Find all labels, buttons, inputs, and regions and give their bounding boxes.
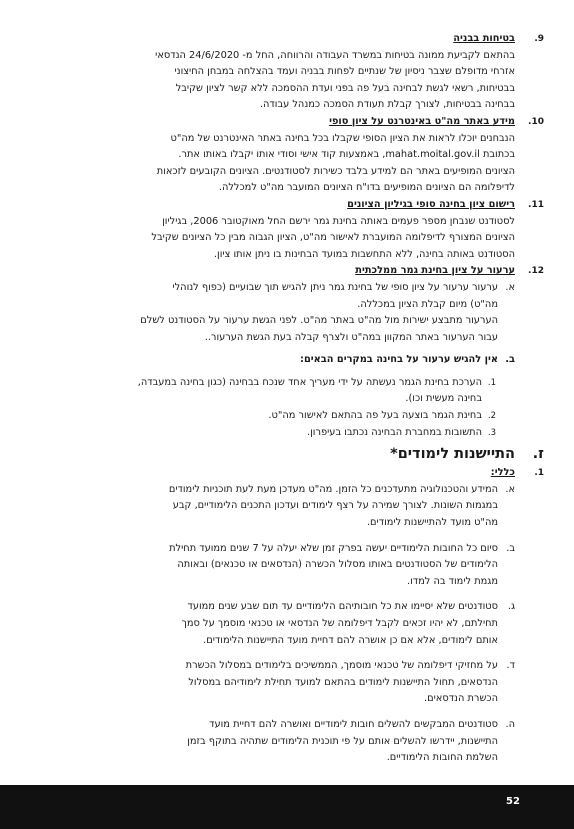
section-11 bbox=[60, 197, 544, 263]
chapter-heading bbox=[60, 443, 544, 465]
text-line: השלמת החובות הלימודיים. bbox=[386, 752, 498, 764]
section-title: בטיחות בבניה bbox=[453, 33, 515, 44]
text-line: הציונים המצורף לדיפלומה המועברת לאישור מה"ט, הציון הגבוה מבין כל הציונים שקיבל bbox=[151, 232, 515, 244]
list-item bbox=[60, 425, 530, 442]
section-10 bbox=[60, 114, 544, 197]
chapter-number: ז. bbox=[532, 446, 544, 463]
subsection-item bbox=[60, 599, 530, 649]
section-1 bbox=[60, 465, 544, 767]
section-11-heading bbox=[60, 197, 544, 214]
text-line: הנבחנים יוכלו לראות את הציון הסופי שקבלו בכל בחינה באתר האינטרנט של מה"ט bbox=[170, 132, 515, 144]
subsection-label: ב. bbox=[506, 542, 515, 554]
section-9-heading bbox=[60, 31, 544, 48]
list-item-number: 1. bbox=[487, 377, 496, 388]
list-item-number: 3. bbox=[487, 427, 496, 438]
text-line: בכתובת mahat.moital.gov.il, באמצעות קוד אישי וסודי אותו יקבלו באותו אתר. bbox=[178, 149, 515, 161]
subsection-label: א. bbox=[505, 483, 515, 495]
text-line: תחילתם, לא יהיו זכאים לקבל דיפלומה של הנדסאי או טכנאי מוסמך על סמך bbox=[181, 618, 498, 629]
page-number: 52 bbox=[506, 796, 520, 807]
section-11-body bbox=[60, 214, 530, 264]
section-title: ערעור על ציון בחינת גמר ממלכתית bbox=[355, 265, 515, 277]
text-line: במגמות השונות. לצורך שמירה על רצף לימודים ועדכון התכנים הלימודיים, קבע bbox=[172, 500, 498, 512]
section-number: 1. bbox=[534, 468, 544, 479]
text-line: הנדסאים, תחול התיישנות לימודים בהתאם למועד תחילת לימודיהם במסלול bbox=[188, 676, 498, 688]
text-line: הערכת בחינת הגמר נעשתה על ידי מעריך אחד שנכח בבחינה (כגון בחינה במעבדה, bbox=[137, 376, 482, 388]
subsection-label: ה. bbox=[505, 718, 515, 730]
text-line: בבטיחות, רשאי לגשת לבחינה בעל פה בפני ועדת ההסמכה ללא קשר לציון שקיבל bbox=[175, 82, 515, 94]
text-line: הערעור מתבצע ישירות מול מה"ט באתר מה"ט. לפני הגשת ערעור על הסטודנט לשלם bbox=[140, 315, 498, 327]
page-footer bbox=[0, 785, 574, 829]
subsection-a bbox=[60, 280, 530, 346]
text-line: המידע והטכנולוגיה מתעדכנים כל הזמן. מה"ט מעדכן מעת לעת תוכניות לימודים bbox=[168, 483, 498, 495]
text-line: אותם לימודים, אלא אם כן אושרה להם דחיית מועד התיישנות הלימודים. bbox=[203, 634, 498, 646]
text-line: מגמת לימוד בה למדו. bbox=[407, 575, 498, 587]
section-12 bbox=[60, 263, 544, 441]
text-line: הלימודים של הסטודנטים באותו מסלול הכשרה (הנדסאים או טכנאים) ובאותה bbox=[177, 559, 498, 571]
subsection-item bbox=[60, 482, 530, 532]
text-line: לדיפלומה הם הציונים המופיעים בדו"ח הציונים המועבר מה"ט למכללה. bbox=[218, 182, 515, 194]
subsection-title: אין להגיש ערעור על בחינה במקרים הבאים: bbox=[300, 354, 498, 366]
text-line: הסטודנט באותה בחינה, ללא התחשבות במועד הבחינות בו ניתן אותו ציון. bbox=[213, 248, 515, 260]
section-number: 12. bbox=[528, 266, 544, 277]
section-title: רישום ציון בחינה סופי בגיליון הציונים bbox=[347, 198, 515, 210]
subsection-item bbox=[60, 541, 530, 591]
section-number: 10. bbox=[528, 116, 544, 127]
text-line: התשובות במחברת הבחינה נכתבו בעיפרון. bbox=[307, 426, 482, 438]
subsection-label: א. bbox=[505, 281, 515, 293]
text-line: הציונים המופיעים באתר הם למידע בלבד כשירות לסטודנטים. הציונים הקובעים לזכאות bbox=[156, 165, 515, 177]
text-line: מה"ט) מיום קבלת הציון במכללה. bbox=[357, 298, 498, 310]
text-line: לסטודנט שנבחן מספר פעמים באותה בחינת גמר ירשם החל מאוקטובר 2006, בגיליון bbox=[162, 215, 515, 227]
text-line: סטודנטים שלא יסיימו את כל חובותיהם הלימודיים עד תום שבע שנים ממועד bbox=[187, 601, 498, 613]
list-item-number: 2. bbox=[487, 411, 496, 422]
text-line: התיישנות, יידרשו להשלים אותם על פי תוכנית הלימודים שתהיה בתוקף בזמן bbox=[187, 735, 498, 747]
text-line: ערעור ערעור על ציון סופי של בחינת גמר ניתן להגיש תוך שבועיים (כפוף לנוהלי bbox=[172, 281, 498, 293]
chapter-title: התיישנות לימודים* bbox=[390, 446, 515, 463]
list-item bbox=[60, 375, 530, 408]
text-line: בבחינה בבטיחות, לצורך קבלת תעודת הסמכה כמנהל עבודה. bbox=[259, 99, 515, 111]
section-10-body bbox=[60, 131, 530, 197]
text-line: בהתאם לקביעת ממונה בטיחות במשרד העבודה והרווחה, החל מ- 24/6/2020 הנדסאי bbox=[155, 49, 515, 61]
text-line: בחינת הגמר בוצעה בעל פה בהתאם לאישור מה"ט. bbox=[268, 410, 482, 422]
list-item bbox=[60, 408, 530, 425]
section-10-heading bbox=[60, 114, 544, 131]
subsection-b-heading bbox=[60, 352, 530, 369]
text-line: בחינה מעשית וכו). bbox=[405, 393, 482, 405]
text-line: מה"ט מועד להתיישנות לימודים. bbox=[366, 517, 498, 529]
text-line: אזרחי מדופלם שצבר ניסיון של שנתיים לפחות בבניה ועמד בהצלחה במבחן החיצוני bbox=[174, 66, 515, 78]
subsection-item bbox=[60, 658, 530, 708]
section-9-body bbox=[60, 48, 530, 114]
text-line: עבור הערעור באתר המקוון במה"ט ולצרף קבלה בעת הגשת הערעור.. bbox=[204, 331, 498, 343]
subsection-item bbox=[60, 717, 530, 767]
document-content bbox=[60, 31, 544, 767]
subsection-label: ג. bbox=[507, 601, 515, 613]
subsection-label: ד. bbox=[506, 660, 515, 672]
section-1-heading bbox=[60, 465, 544, 482]
text-line: סיום כל החובות הלימודיים יעשה בפרק זמן שלא יעלה על 7 שנים ממועד תחילת bbox=[169, 542, 498, 554]
text-line: הכשרת הנדסאים. bbox=[424, 693, 498, 705]
section-9 bbox=[60, 31, 544, 114]
section-12-heading bbox=[60, 263, 544, 280]
text-line: סטודנטים המבקשים להשלים חובות לימודיים ואושרה להם דחיית מועד bbox=[209, 718, 498, 730]
section-title: כללי: bbox=[490, 467, 515, 479]
subsection-label: ב. bbox=[505, 354, 515, 366]
section-number: 11. bbox=[528, 199, 544, 210]
text-line: על מחזיקי דיפלומה של טכנאי מוסמך, הממשיכים בלימודים במסלול הכשרת bbox=[185, 660, 498, 672]
section-number: 9. bbox=[534, 34, 544, 44]
section-title: מידע באתר מה"ט באינטרנט על ציון סופי bbox=[329, 115, 515, 127]
